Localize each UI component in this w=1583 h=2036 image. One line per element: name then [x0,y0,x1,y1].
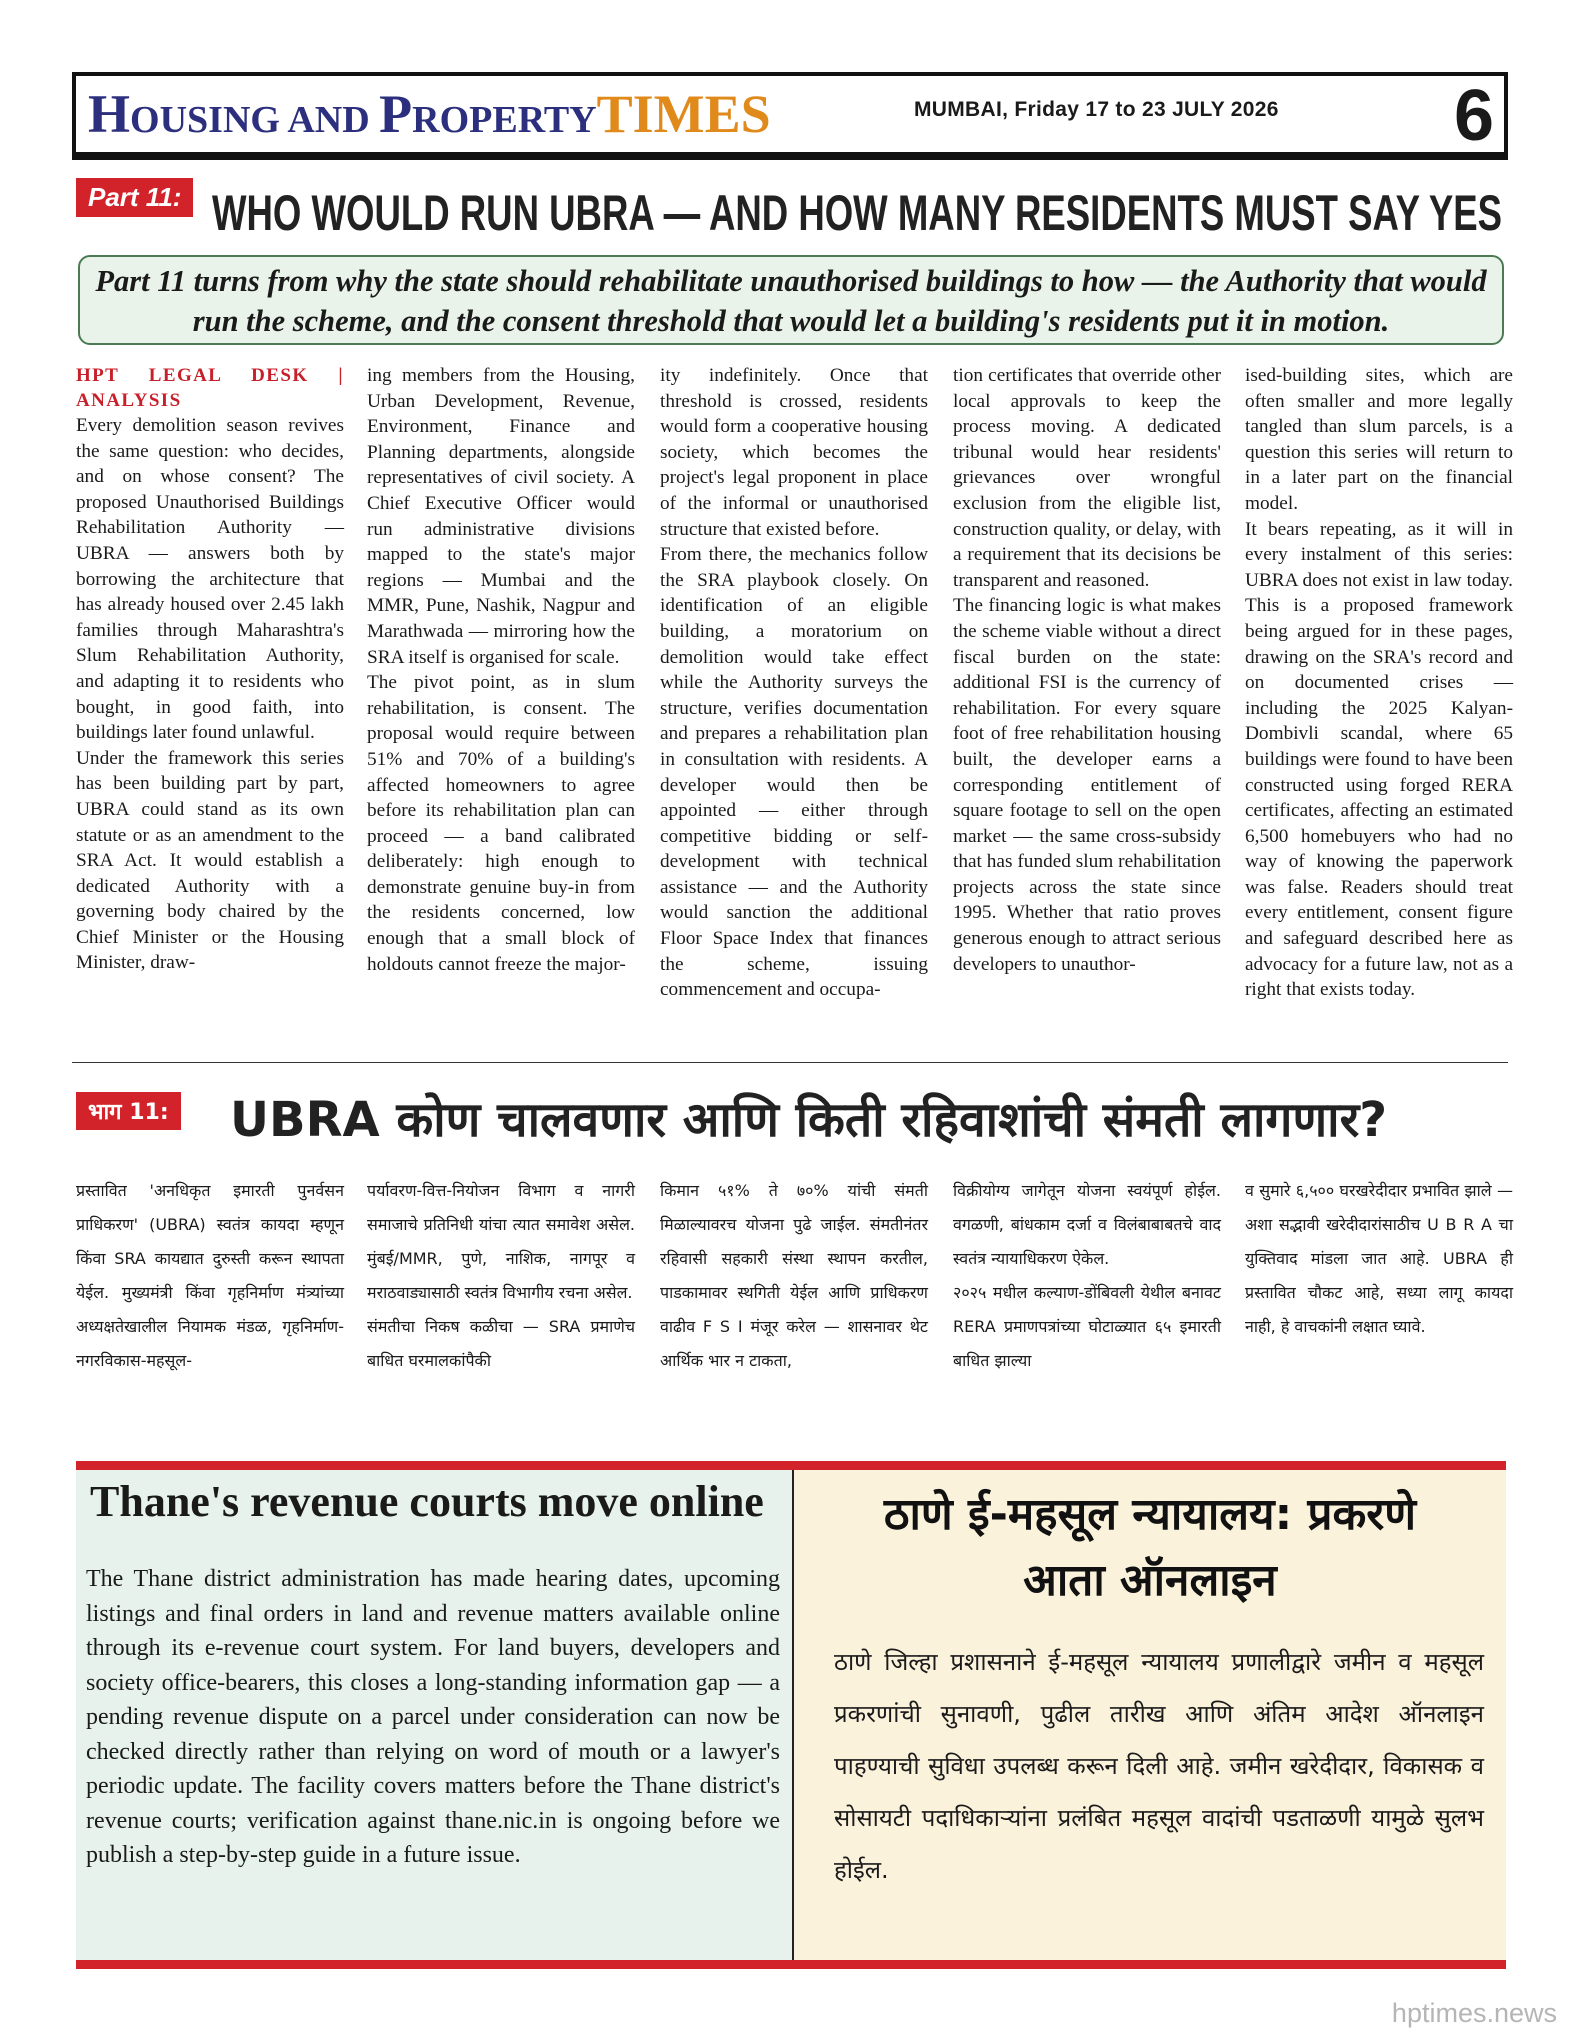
paragraph: The financing logic is what makes the scheme viable without a direct fiscal burden on the state: additional FSI is the currency of rehabilitation. For every square foot of free rehabilitation housing built, the developer earns a corresponding entitlement of square footage to sell on the open market — the same cross-subsidy that has funded slum rehabilitation projects across the state since 1995. Whether that ratio proves generous enough to attract serious developers to unauthor- [953,595,1221,975]
english-headline: WHO WOULD RUN UBRA — AND HOW MANY RESIDENTS MUST SAY YES [212,185,1502,241]
brief-marathi-headline-line1: ठाणे ई-महसूल न्यायालय: प्रकरणे [883,1489,1417,1540]
standfirst: Part 11 turns from why the state should rehabilitate unauthorised buildings to how — the Authority that would run the scheme, and the consent threshold that would let a building's residents put it in motion. [78,255,1504,345]
marathi-column-3 [660,1174,928,1378]
website-watermark: hptimes.news [1391,1998,1557,2028]
paragraph: पर्यावरण-वित्त-नियोजन विभाग व नागरी समाजाचे प्रतिनिधी यांचा त्यात समावेश असेल. मुंबई/MMR, पुणे, नाशिक, नागपूर व मराठवाड्यासाठी स्वतंत्र विभागीय रचना असेल. [367,1181,635,1302]
brief-bottom-bar [76,1960,1506,1969]
paragraph: From there, the mechanics follow the SRA playbook closely. On identification of an eligible building, a moratorium on demolition would take effect while the Authority surveys the structure, verifies documentation and prepares a rehabilitation plan in consultation with residents. A developer would then be appointed — either through competitive bidding or self-development with technical assistance — and the Authority would sanction the additional Floor Space Index that finances the scheme, issuing commencement and occupa- [660,544,928,1001]
paragraph: tion certificates that override other local approvals to keep the process moving. A dedicated tribunal would hear residents' grievances over wrongful exclusion from the eligible list, construction quality, or delay, with a requirement that its decisions be transparent and reasoned. [953,365,1221,591]
paragraph: The pivot point, as in slum rehabilitation, is consent. The proposal would require between 51% and 70% of a building's affected homeowners to agree before its rehabilitation plan can proceed — a band calibrated deliberately: high enough to demonstrate genuine buy-in from the residents concerned, low enough that a small block of holdouts cannot freeze the major- [367,672,635,975]
paragraph: प्रस्तावित 'अनधिकृत इमारती पुनर्वसन प्राधिकरण' (UBRA) स्वतंत्र कायदा म्हणून किंवा SRA कायद्यात दुरुस्ती करून स्थापता येईल. मुख्यमंत्री किंवा गृहनिर्माण मंत्र्यांच्या अध्यक्षतेखालील नियामक मंडळ, गृहनिर्माण-नगरविकास-महसूल- [76,1181,344,1370]
marathi-part-tag: भाग 11: [76,1092,181,1130]
marathi-column-4 [953,1174,1221,1378]
masthead [72,72,1508,156]
article-column-4 [953,363,1221,977]
paragraph: विक्रीयोग्य जागेतून योजना स्वयंपूर्ण होईल. वगळणी, बांधकाम दर्जा व विलंबाबाबतचे वाद स्वतंत्र न्यायाधिकरण ऐकेल. [953,1181,1221,1268]
dateline: MUMBAI, Friday 17 to 23 JULY 2026 [914,98,1279,121]
article-column-5 [1245,363,1513,1003]
section-divider [72,1062,1508,1063]
paragraph: ing members from the Housing, Urban Development, Revenue, Environment, Finance and Planning departments, alongside representatives of civil society. A Chief Executive Officer would run administrative divisions mapped to the state's major regions — Mumbai and the MMR, Pune, Nashik, Nagpur and Marathwada — mirroring how the SRA itself is organised for scale. [367,365,635,668]
brand-word: AND [279,99,380,141]
brand-word: ROPERTY [412,99,597,141]
brand-letter: H [88,84,131,144]
marathi-column-5 [1245,1174,1513,1344]
brief-top-bar [76,1461,1506,1470]
paragraph: व सुमारे ६,५०० घरखरेदीदार प्रभावित झाले — अशा सद्भावी खरेदीदारांसाठीच U B R A चा युक्तिवाद मांडला जात आहे. UBRA ही प्रस्तावित चौकट आहे, सध्या लागू कायदा नाही, हे वाचकांनी लक्षात घ्यावे. [1245,1181,1513,1336]
paragraph: ity indefinitely. Once that threshold is crossed, residents would form a cooperative housing society, which becomes the project's legal proponent in place of the informal or unauthorised structure that existed before. [660,365,928,540]
page-number: 6 [1453,76,1494,156]
newspaper-title [88,83,771,145]
brief-marathi-body: ठाणे जिल्हा प्रशासनाने ई-महसूल न्यायालय प्रणालीद्वारे जमीन व महसूल प्रकरणांची सुनावणी, पुढील तारीख आणि अंतिम आदेश ऑनलाइन पाहण्याची सुविधा उपलब्ध करून दिली आहे. जमीन खरेदीदार, विकासक व सोसायटी पदाधिकाऱ्यांना प्रलंबित महसूल वादांची पडताळणी यामुळे सुलभ होईल. [834,1648,1484,1884]
brand-letter: P [379,84,413,144]
paragraph: संमतीचा निकष कळीचा — SRA प्रमाणेच बाधित घरमालकांपैकी [367,1317,635,1370]
brand-times: TIMES [596,84,771,144]
article-column-2 [367,363,635,977]
brief-english-box [76,1470,792,1960]
paragraph: It bears repeating, as it will in every instalment of this series: UBRA does not exist in law today. This is a proposed framework being argued for in these pages, drawing on the SRA's record and on documented crises — including the 2025 Kalyan-Dombivli scandal, where 65 buildings were found to have been constructed using forged RERA certificates, affecting an estimated 6,500 homebuyers who had no way of knowing the paperwork was false. Readers should treat every entitlement, consent figure and safeguard described here as advocacy for a future law, not as a right that exists today. [1245,518,1513,1001]
paragraph: किमान ५१% ते ७०% यांची संमती मिळाल्यावरच योजना पुढे जाईल. संमतीनंतर रहिवासी सहकारी संस्था स्थापन करतील, पाडकामावर स्थगिती येईल आणि प्राधिकरण वाढीव F S I मंजूर करेल — शासनावर थेट आर्थिक भार न टाकता, [660,1181,928,1370]
marathi-headline: UBRA कोण चालवणार आणि किती रहिवाशांची संमती लागणार? [230,1092,1388,1148]
paragraph: २०२५ मधील कल्याण-डोंबिवली येथील बनावट RERA प्रमाणपत्रांच्या घोटाळ्यात ६५ इमारती बाधित झाल्या [953,1283,1221,1370]
masthead-underline [72,156,1508,160]
paragraph: Under the framework this series has been building part by part, UBRA could stand as its own statute or as an amendment to the SRA Act. It would establish a dedicated Authority with a governing body chaired by the Chief Minister or the Housing Minister, draw- [76,747,344,974]
brand-word: OUSING [130,99,280,141]
brief-english-headline: Thane's revenue courts move online [90,1477,764,1526]
marathi-column-1 [76,1174,344,1378]
paragraph: ised-building sites, which are often smaller and more legally tangled than slum parcels, is a question this series will return to in a later part on the financial model. [1245,365,1513,514]
brief-marathi-box [794,1470,1506,1960]
byline: HPT LEGAL DESK | ANALYSIS [76,365,344,411]
paragraph: Every demolition season revives the same question: who decides, and on whose consent? The proposed Unauthorised Buildings Rehabilitation Authority — UBRA — answers both by borrowing the architecture that has already housed over 2.45 lakh families through Maharashtra's Slum Rehabilitation Authority, and adapting it to residents who bought, in good faith, into buildings later found unlawful. [76,415,344,744]
brief-marathi-headline [794,1482,1506,1614]
article-column-3 [660,363,928,1003]
brief-english-body: The Thane district administration has made hearing dates, upcoming listings and final orders in land and revenue matters available online through its e-revenue court system. For land buyers, developers and society office-bearers, this closes a long-standing information gap — a pending revenue dispute on a parcel under consideration can now be checked directly rather than relying on word of mouth or a lawyer's periodic update. The facility covers matters before the Thane district's revenue courts; verification against thane.nic.in is ongoing before we publish a step-by-step guide in a future issue. [86,1566,780,1868]
brief-marathi-headline-line2: आता ऑनलाइन [1023,1555,1277,1606]
part-tag: Part 11: [76,178,193,217]
article-column-1 [76,363,344,976]
marathi-column-2 [367,1174,635,1378]
